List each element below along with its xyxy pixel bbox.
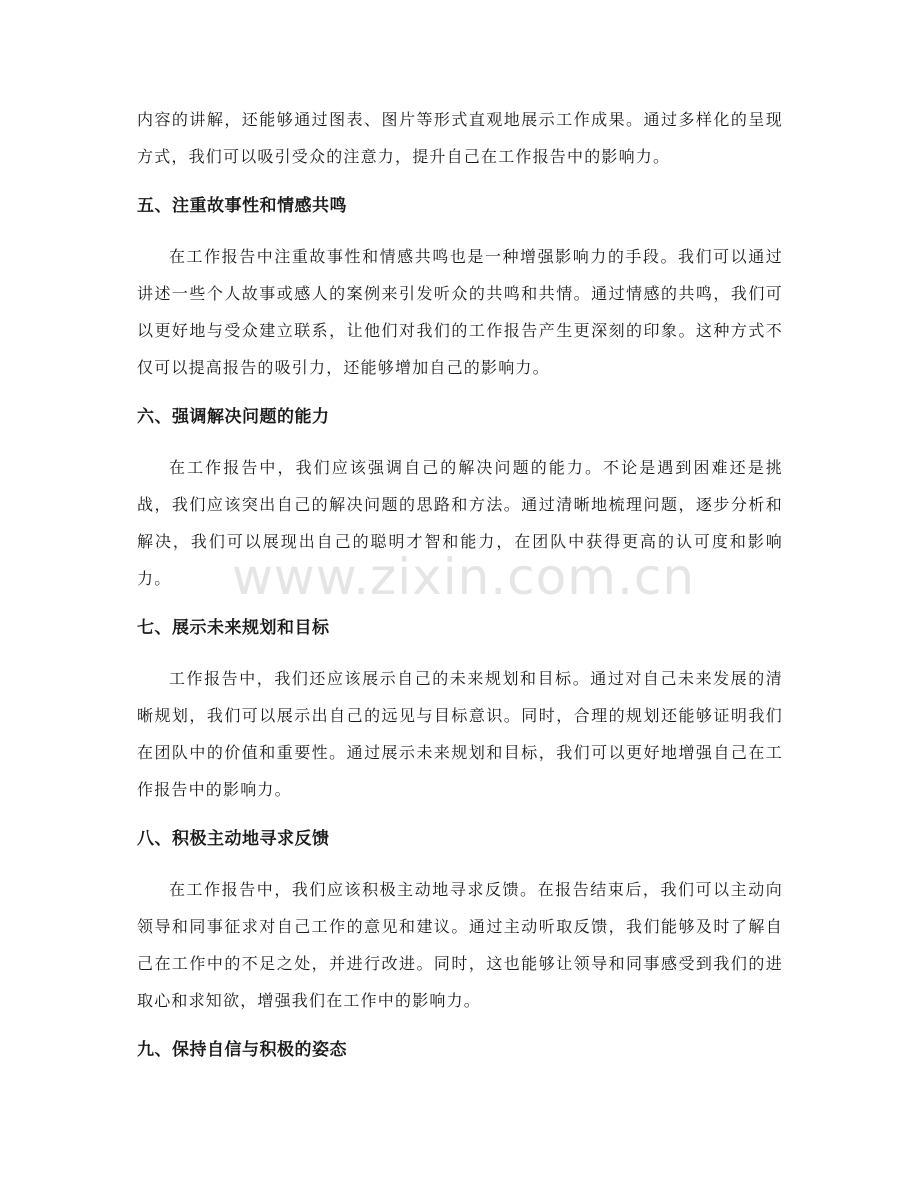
document-content — [137, 101, 783, 1062]
section-7-body: 工作报告中，我们还应该展示自己的未来规划和目标。通过对自己未来发展的清晰规划，我们可以展示出自己的远见与目标意识。同时，合理的规划还能够证明我们在团队中的价值和重要性。通过展示未来规划和目标，我们可以更好地增强自己在工作报告中的影响力。 — [137, 669, 783, 799]
section-5-heading: 五、注重故事性和情感共鸣 — [137, 196, 347, 216]
section-7-heading: 七、展示未来规划和目标 — [137, 618, 330, 638]
section-6-body: 在工作报告中，我们应该强调自己的解决问题的能力。不论是遇到困难还是挑战，我们应该突出自己的解决问题的思路和方法。通过清晰地梳理问题，逐步分析和解决，我们可以展现出自己的聪明才智和能力，在团队中获得更高的认可度和影响力。 — [137, 458, 783, 588]
intro-continuation-paragraph: 内容的讲解，还能够通过图表、图片等形式直观地展示工作成果。通过多样化的呈现方式，我们可以吸引受众的注意力，提升自己在工作报告中的影响力。 — [137, 110, 783, 166]
section-6-heading: 六、强调解决问题的能力 — [137, 407, 330, 427]
section-8-heading: 八、积极主动地寻求反馈 — [137, 829, 330, 849]
section-5-body: 在工作报告中注重故事性和情感共鸣也是一种增强影响力的手段。我们可以通过讲述一些个人故事或感人的案例来引发听众的共鸣和共情。通过情感的共鸣，我们可以更好地与受众建立联系，让他们对我们的工作报告产生更深刻的印象。这种方式不仅可以提高报告的吸引力，还能够增加自己的影响力。 — [137, 247, 783, 377]
section-9-heading: 九、保持自信与积极的姿态 — [137, 1040, 347, 1060]
watermark: www.zixin.com.cn — [232, 548, 696, 606]
section-8-body: 在工作报告中，我们应该积极主动地寻求反馈。在报告结束后，我们可以主动向领导和同事征求对自己工作的意见和建议。通过主动听取反馈，我们能够及时了解自己在工作中的不足之处，并进行改进。同时，这也能够让领导和同事感受到我们的进取心和求知欲，增强我们在工作中的影响力。 — [137, 880, 783, 1010]
